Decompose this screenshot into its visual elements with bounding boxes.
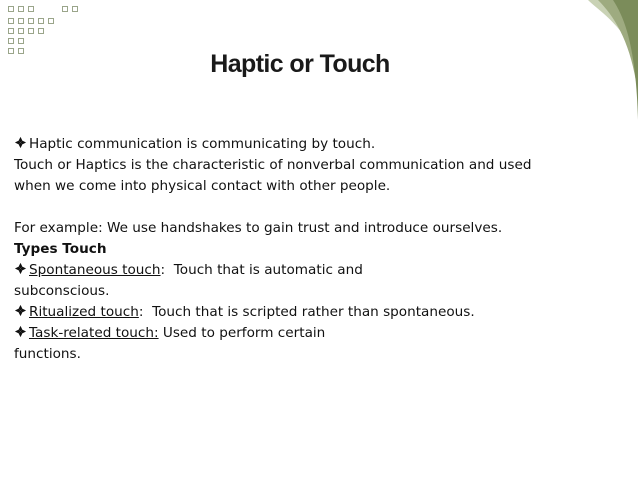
paragraph-line: Touch or Haptics is the characteristic of nonverbal communication and used <box>14 157 532 173</box>
term-link[interactable]: Task-related touch: <box>29 325 159 341</box>
example-line: For example: We use handshakes to gain trust and introduce ourselves. <box>14 220 503 236</box>
type-item-task-related <box>14 323 574 344</box>
term-link[interactable]: Ritualized touch <box>29 304 139 320</box>
types-heading: Types Touch <box>14 241 107 257</box>
term-description-continued: functions. <box>14 346 81 362</box>
slide-body <box>14 134 574 365</box>
term-description: Touch that is scripted rather than spontaneous. <box>143 304 475 320</box>
paragraph-line: Haptic communication is communicating by touch. <box>29 136 376 152</box>
diamond-bullet-icon <box>14 136 27 149</box>
type-item-spontaneous <box>14 260 574 281</box>
term-description: Used to perform certain <box>158 325 326 341</box>
term-description-continued: subconscious. <box>14 283 110 299</box>
bullet-line <box>14 134 574 155</box>
term-description: Touch that is automatic and <box>165 262 363 278</box>
diamond-bullet-icon <box>14 325 27 338</box>
spacer <box>14 197 574 218</box>
paragraph-line: when we come into physical contact with other people. <box>14 178 391 194</box>
type-item-ritualized <box>14 302 574 323</box>
term-separator: : <box>160 262 166 278</box>
term-link[interactable]: Spontaneous touch <box>29 262 161 278</box>
slide-title: Haptic or Touch <box>210 50 390 78</box>
diamond-bullet-icon <box>14 304 27 317</box>
term-separator: : <box>138 304 144 320</box>
diamond-bullet-icon <box>14 262 27 275</box>
